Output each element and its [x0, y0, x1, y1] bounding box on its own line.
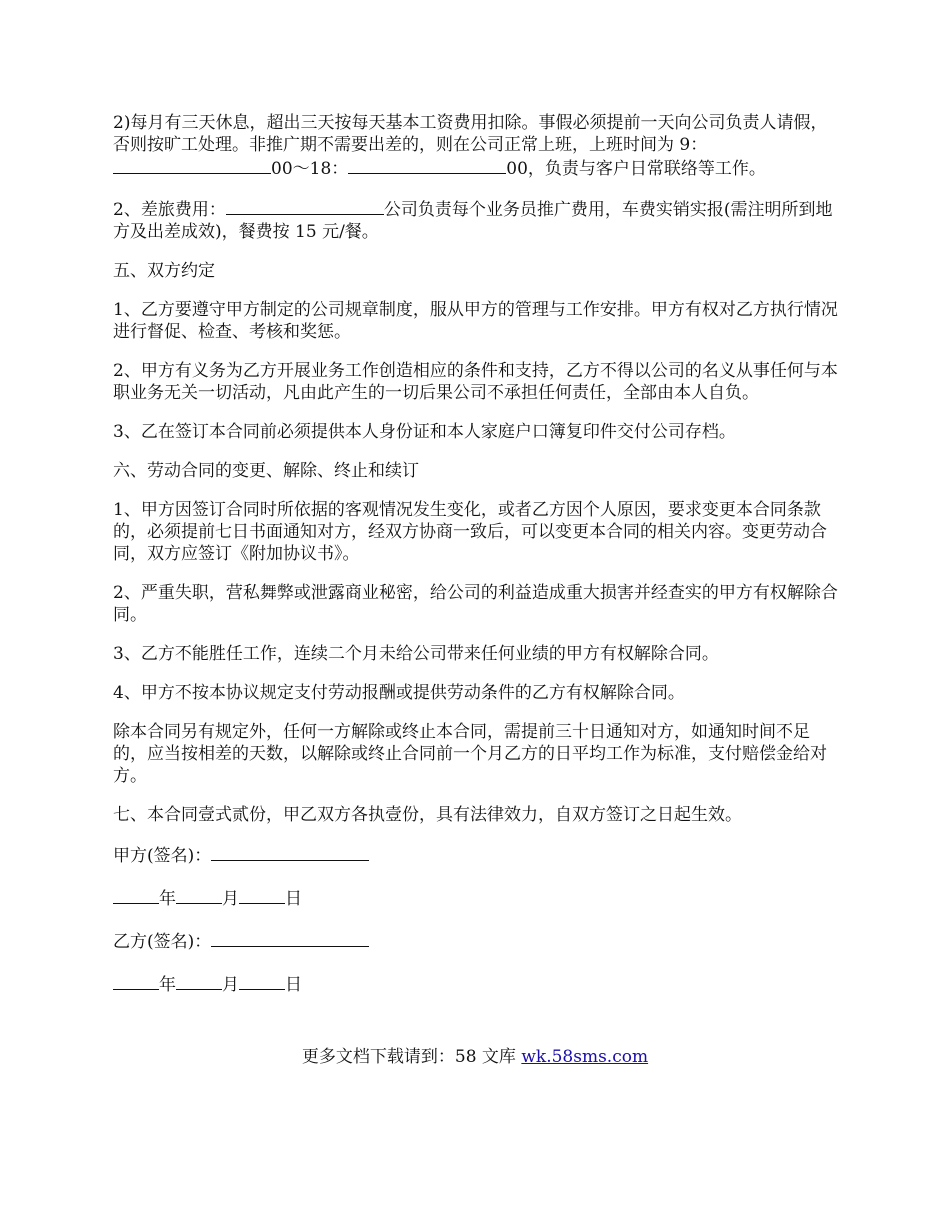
blank-start-time [113, 156, 271, 174]
paragraph-rest-days [113, 112, 843, 180]
paragraph-travel-expenses [113, 197, 843, 243]
day-label: 日 [285, 975, 302, 995]
footer-text: 更多文档下载请到：58 文库 [301, 1047, 522, 1067]
section-heading-6: 六、劳动合同的变更、解除、终止和续订 [113, 461, 419, 481]
paragraph-5-2: 2、甲方有义务为乙方开展业务工作创造相应的条件和支持，乙方不得以公司的名义从事任何与本职业务无关一切活动，凡由此产生的一切后果公司不承担任何责任，全部由本人自负。 [113, 361, 838, 403]
day-field[interactable] [239, 886, 285, 904]
year-label: 年 [159, 975, 176, 995]
section-heading-5: 五、双方约定 [113, 261, 215, 281]
paragraph-6-1: 1、甲方因签订合同时所依据的客观情况发生变化，或者乙方因个人原因，要求变更本合同条款的，必须提前七日书面通知对方，经双方协商一致后，可以变更本合同的相关内容。变更劳动合同，双方应签订《附加协议书》。 [113, 500, 827, 564]
blank-end-time [348, 156, 506, 174]
month-label: 月 [222, 889, 239, 909]
paragraph-text: 2)每月有三天休息，超出三天按每天基本工资费用扣除。事假必须提前一天向公司负责人请假，否则按旷工处理。非推广期不需要出差的，则在公司正常上班，上班时间为 9： [113, 113, 828, 155]
year-label: 年 [159, 889, 176, 909]
party-a-signature [113, 843, 843, 867]
party-b-signature-field[interactable] [211, 929, 369, 947]
party-b-signature [113, 929, 843, 953]
footer-link[interactable]: wk.58sms.com [521, 1047, 649, 1067]
paragraph-6-notice: 除本合同另有规定外，任何一方解除或终止本合同，需提前三十日通知对方，如通知时间不足的，应当按相差的天数，以解除或终止合同前一个月乙方的日平均工作为标准，支付赔偿金给对方。 [113, 722, 827, 786]
document-body [113, 112, 843, 1015]
paragraph-text: 00～18： [271, 159, 349, 179]
party-a-date [113, 886, 843, 910]
paragraph-5-3: 3、乙在签订本合同前必须提供本人身份证和本人家庭户口簿复印件交付公司存档。 [113, 422, 736, 442]
day-label: 日 [285, 889, 302, 909]
party-a-label: 甲方(签名)： [113, 846, 212, 866]
month-field[interactable] [176, 886, 222, 904]
section-heading-7: 七、本合同壹式贰份，甲乙双方各执壹份，具有法律效力，自双方签订之日起生效。 [113, 805, 742, 825]
paragraph-text: 公司负责每个业务员推广费用，车费实销实报(需注明所到地方及出差成效)，餐费按 15 元/餐。 [113, 200, 833, 242]
paragraph-6-4: 4、甲方不按本协议规定支付劳动报酬或提供劳动条件的乙方有权解除合同。 [113, 683, 685, 703]
blank-travel [226, 197, 384, 215]
party-b-label: 乙方(签名)： [113, 932, 212, 952]
paragraph-text: 00，负责与客户日常联络等工作。 [506, 159, 766, 179]
paragraph-5-1: 1、乙方要遵守甲方制定的公司规章制度，服从甲方的管理与工作安排。甲方有权对乙方执行情况进行督促、检查、考核和奖惩。 [113, 300, 838, 342]
year-field[interactable] [113, 886, 159, 904]
year-field[interactable] [113, 972, 159, 990]
footer [0, 1046, 950, 1068]
paragraph-6-2: 2、严重失职，营私舞弊或泄露商业秘密，给公司的利益造成重大损害并经查实的甲方有权解除合同。 [113, 583, 838, 625]
paragraph-text: 2、差旅费用： [113, 200, 226, 220]
party-a-signature-field[interactable] [211, 843, 369, 861]
month-field[interactable] [176, 972, 222, 990]
paragraph-6-3: 3、乙方不能胜任工作，连续二个月未给公司带来任何业绩的甲方有权解除合同。 [113, 644, 719, 664]
month-label: 月 [222, 975, 239, 995]
day-field[interactable] [239, 972, 285, 990]
party-b-date [113, 972, 843, 996]
